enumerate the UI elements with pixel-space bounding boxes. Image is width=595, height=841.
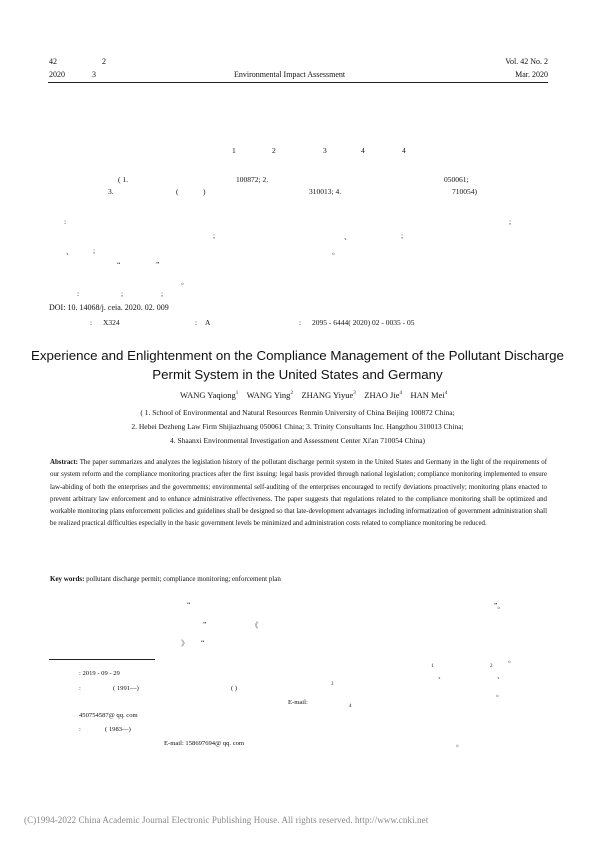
article-number: 2095 - 6444( 2020) 02 - 0035 - 05 [312,318,415,327]
header-date-en: Mar. 2020 [515,70,548,79]
header-number-cn: 2 [102,57,106,66]
body-fragment: “ [201,638,205,647]
header-journal-name: Environmental Impact Assessment [234,70,346,79]
header-year-cn: 2020 [49,70,65,79]
cn-abstract-fragment: ; [213,231,216,240]
body-fragment: “ [187,600,191,609]
footnote-fragment: : [79,685,81,692]
author-sup: 3 [353,391,356,397]
article-title: Experience and Enlightenment on the Compliance Management of the Pollutant Discharge Permit System in the United States and Germany [31,348,564,382]
cn-affil-fragment: 050061; [444,175,469,184]
affiliation-line: 4. Shaanxi Environmental Investigation and Assessment Center Xi'an 710054 China) [169,436,426,445]
cn-keyword-fragment: ; [161,289,164,298]
cn-affil-fragment: 3. [108,187,114,196]
cn-abstract-fragment: ; [401,231,404,240]
clc-number: X324 [103,318,120,327]
author-name: ZHAO Jie [364,390,400,400]
abstract-label: Abstract: [50,459,78,466]
abstract-text: The paper summarizes and analyzes the legislation history of the pollutant discharge permit system in the United States and Germany in the light of the requirements of our system reform and the compliance monitoring practices after the first issuing: legal basis provided through national legislation; compliance monitoring implemented to ensure law-abiding of both the enterprises and the governments; environmental self-auditing of the enterprises encouraged to rectify deviations proactively; monitoring plans enacted to prevent arbitrary law enforcement and to enhance administrative effectiveness. The paper suggests that regulations related to the compliance monitoring shall be optimized and workable monitoring plans enforcement policies and guidelines shall be designed so that late-development advantages including informatization of government administration shall be realized practical difficulties especially in the basic government levels be minimized and administration costs related to compliance monitoring be reduced. [50,459,547,528]
cn-abstract-fragment: “ [117,260,121,269]
cn-affil-fragment: 100872; 2. [236,175,269,184]
cn-keyword-fragment: ; [121,289,124,298]
footnote-fragment: : [79,726,81,733]
footnote-sup: 3 [331,682,334,687]
cn-abstract-fragment: ; [509,217,512,226]
author2-email: E-mail: 158697694@ qq. com [164,740,245,747]
clc-label: : [90,318,93,327]
keywords-text: pollutant discharge permit; compliance monitoring; enforcement plan [86,575,281,583]
cn-author-sup-5: 4 [402,146,406,155]
body-fragment: ”。 [494,601,505,610]
author-sup: 1 [235,391,239,397]
cn-abstract-fragment: 。 [332,247,340,256]
article-number-label: : [299,318,302,327]
keywords [50,575,281,583]
cn-keyword-fragment: : [77,289,80,298]
header-volume-en: Vol. 42 No. 2 [505,57,548,66]
doi: DOI: 10. 14068/j. ceia. 2020. 02. 009 [49,303,169,312]
author-list [180,390,447,400]
body-fragment: 。 [456,739,464,748]
cn-abstract-fragment: 、 [344,232,352,241]
body-fragment: 。 [496,689,504,698]
cn-affil-fragment: ( [176,187,179,196]
abstract [50,457,547,531]
doc-code: A [205,318,211,327]
body-fragment: 、 [438,671,446,680]
body-fragment: 《 [251,621,259,630]
cn-abstract-fragment: ; [93,246,96,255]
footnote-rule [49,659,155,660]
author-sup: 4 [399,391,402,397]
cn-abstract-fragment: 、 [66,247,74,256]
doc-code-label: : [195,318,198,327]
cn-author-sup-1: 1 [232,146,236,155]
author2-birth: ( 1983—) [105,726,131,733]
header-month-cn: 3 [92,70,96,79]
body-citation-sup: 1 [431,664,434,669]
header-rule [48,82,548,83]
footnote-fragment: ( ) [231,685,238,692]
author-name: WANG Yaqiong [180,390,236,400]
keywords-label: Key words: [50,575,85,583]
cn-abstract-fragment: : [64,217,67,226]
cn-affil-fragment: ) [203,187,206,196]
author-sup: 4 [444,391,448,397]
cn-abstract-fragment: 。 [181,277,189,286]
author-name: WANG Ying [246,390,291,400]
author-name: HAN Mei [410,390,445,400]
cn-affil-fragment: ( 1. [118,175,128,184]
cn-affil-fragment: 310013; 4. [309,187,342,196]
cn-author-sup-2: 2 [272,146,276,155]
cn-author-sup-4: 4 [361,146,365,155]
body-fragment: 。 [508,655,516,664]
received-date: : 2019 - 09 - 29 [79,670,120,677]
author-name: ZHANG Yiyue [301,390,354,400]
body-citation-sup: 2 [490,664,493,669]
author-sup: 2 [290,391,293,397]
cn-affil-fragment: 710054) [452,187,477,196]
body-fragment: 、 [497,671,505,680]
cn-abstract-fragment: ” [156,260,160,269]
email-label: E-mail: [288,699,308,706]
cn-author-sup-3: 3 [323,146,327,155]
author1-birth: ( 1991—) [113,685,139,692]
copyright-footer: (C)1994-2022 China Academic Journal Electronic Publishing House. All rights reserved. http://www.cnki.net [24,815,429,825]
affiliation-line: ( 1. School of Environmental and Natural Resources Renmin University of China Beijing 100872 China; [140,408,455,417]
header-volume-cn: 42 [49,57,57,66]
body-fragment: ” [203,620,207,629]
body-fragment: 》 [181,639,189,648]
footnote-sup: 4 [349,704,352,709]
author1-email: 450754587@ qq. com [79,712,138,719]
affiliation-line: 2. Hebei Dezheng Law Firm Shijiazhuang 050061 China; 3. Trinity Consultants Inc. Hangzhou 310013 China; [131,422,464,431]
